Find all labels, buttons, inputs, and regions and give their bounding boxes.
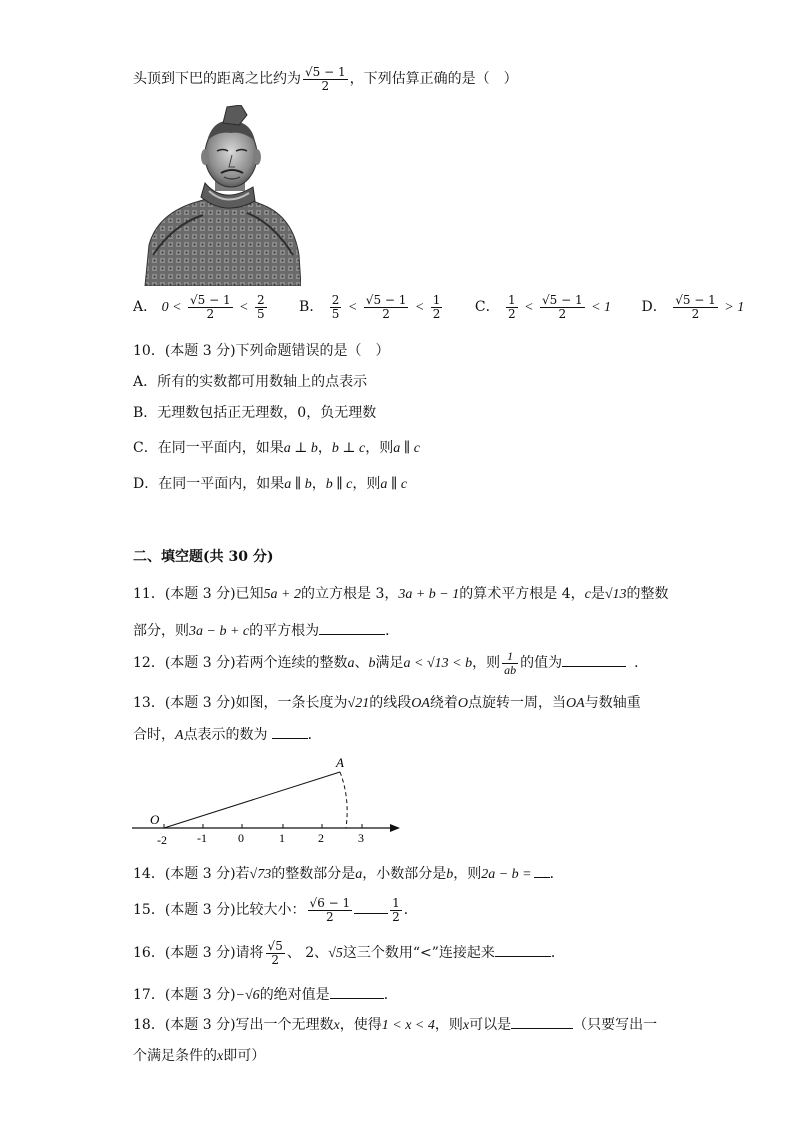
q18-line1: 18．(本题 3 分)写出一个无理数x，使得1 < x < 4，则x可以是 （只要写出一 xyxy=(133,1014,657,1034)
q9-options xyxy=(133,294,770,320)
q12-answer-blank[interactable] xyxy=(562,652,626,667)
ratio-fraction: $\frac{√5 - 1}{2}$ xyxy=(305,65,346,93)
q18-line2: 个满足条件的x即可） xyxy=(133,1048,266,1064)
number-line-svg xyxy=(128,752,418,848)
warrior-figure xyxy=(143,105,301,286)
axis-arrow xyxy=(390,824,400,832)
q17-answer-blank[interactable] xyxy=(330,984,384,999)
q16-answer-blank[interactable] xyxy=(495,942,551,957)
tick-label-0: 0 xyxy=(238,831,244,845)
q11-line1: 11．(本题 3 分)已知5a + 2的立方根是 3，3a + b − 1的算术平方根是 4，c是√13的整数 xyxy=(133,586,669,602)
q10-option-d[interactable]: D．在同一平面内，如果a ∥ b，b ∥ c，则a ∥ c xyxy=(133,476,408,492)
q11-answer-blank[interactable] xyxy=(319,620,385,635)
q9-option-d[interactable]: D． $\frac{√5 - 1}{2}$ > 1 xyxy=(641,293,745,321)
segment-oa xyxy=(164,772,340,828)
q10-option-b[interactable]: B．无理数包括正无理数，0，负无理数 xyxy=(133,405,377,421)
q13-answer-blank[interactable] xyxy=(272,724,308,739)
q17: 17．(本题 3 分)−√6的绝对值是 ． xyxy=(133,984,398,1004)
q9-option-a[interactable]: A． 0 < $\frac{√5 - 1}{2}$ < $\frac{2}{5}$ xyxy=(133,293,265,321)
section-heading-fill-in: 二、填空题(共 30 分) xyxy=(133,549,274,565)
q13-line2: 合时，A点表示的数为 ． xyxy=(133,724,322,744)
q13-line1: 13．(本题 3 分)如图，一条长度为√21的线段OA绕着O点旋转一周，当OA与数轴重 xyxy=(133,695,641,711)
q18-answer-blank[interactable] xyxy=(511,1014,573,1029)
number-line-figure xyxy=(128,752,418,848)
q9-option-b[interactable]: B． $\frac{2}{5}$ < $\frac{√5 - 1}{2}$ < $\frac{1}{2}$ xyxy=(299,293,441,321)
label-o: O xyxy=(150,812,160,827)
q11-line2: 部分，则3a − b + c的平方根为 ． xyxy=(133,620,399,640)
q14-answer-blank[interactable] xyxy=(534,863,550,878)
tick-label-2: 2 xyxy=(318,831,324,845)
tick-label-3: 3 xyxy=(358,831,364,845)
q10-option-c[interactable]: C．在同一平面内，如果a ⊥ b，b ⊥ c，则a ∥ c xyxy=(133,440,420,456)
q12: 12．(本题 3 分)若两个连续的整数a、b满足a < √13 < b，则 $\frac{1}{ab}$ 的值为 ． xyxy=(133,649,649,677)
label-a: A xyxy=(336,755,344,770)
q10-option-a[interactable]: A．所有的实数都可用数轴上的点表示 xyxy=(133,374,368,390)
rotation-arc xyxy=(340,772,347,828)
q9-option-c[interactable]: C． $\frac{1}{2}$ < $\frac{√5 - 1}{2}$ < 1 xyxy=(474,293,612,321)
q15: 15．(本题 3 分)比较大小： $\frac{√6 - 1}{2}$ $\frac{1}{2}$ ． xyxy=(133,896,418,924)
q15-answer-blank[interactable] xyxy=(354,899,388,914)
tick-label-1: 1 xyxy=(279,831,285,845)
tick-label-minus1: -1 xyxy=(197,831,207,845)
terracotta-warrior-image xyxy=(143,105,301,286)
q14: 14．(本题 3 分)若√73的整数部分是a，小数部分是b，则2a − b = ． xyxy=(133,863,564,883)
q10-stem: 10．(本题 3 分)下列命题错误的是（ ） xyxy=(133,343,390,359)
tick-label-minus2: -2 xyxy=(157,833,167,847)
q9-stem: 头顶到下巴的距离之比约为 $\frac{√5 - 1}{2}$ ，下列估算正确的是（ ） xyxy=(133,65,518,93)
q16: 16．(本题 3 分)请将 $\frac{√5}{2}$ 、 2、√5这三个数用“<”连接起来 ． xyxy=(133,939,565,967)
